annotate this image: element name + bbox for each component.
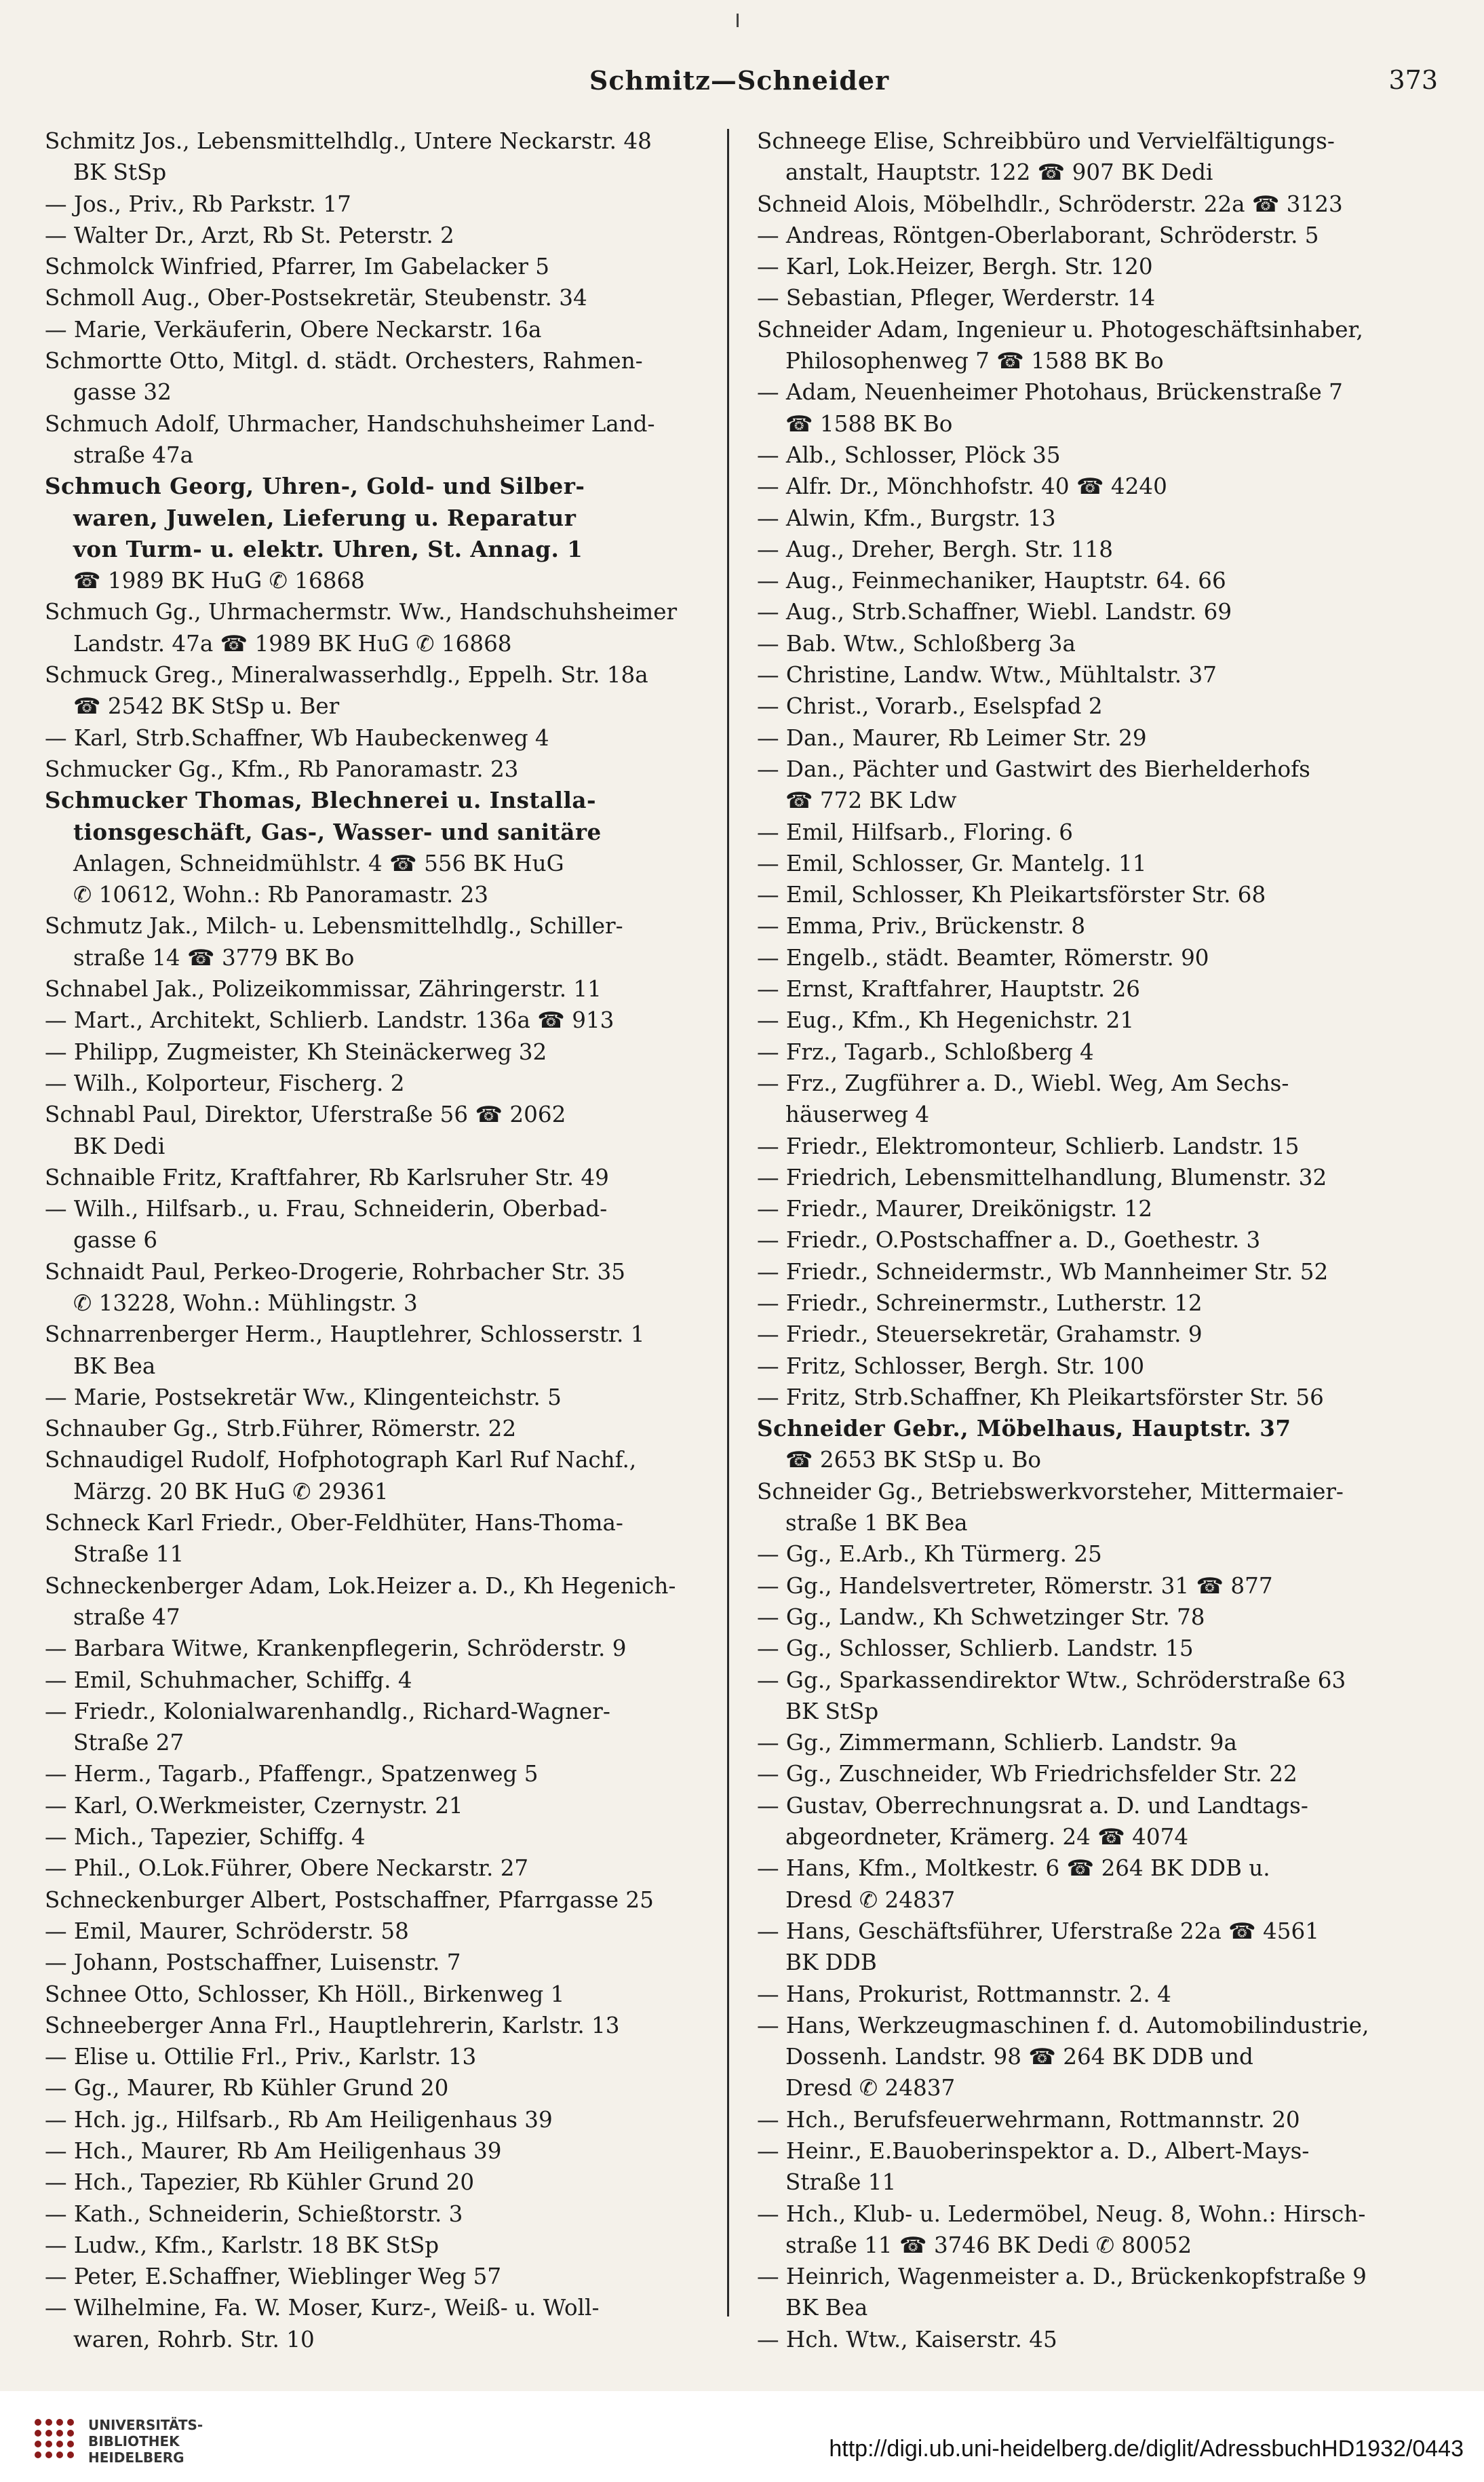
directory-entry: — Fritz, Schlosser, Bergh. Str. 100 [757, 1353, 1145, 1379]
directory-entry: — Gustav, Oberrechnungsrat a. D. und Landtags- [757, 1792, 1308, 1819]
directory-entry: Schmuch Adolf, Uhrmacher, Handschuhsheimer Land- [45, 410, 655, 437]
directory-entry: — Hans, Geschäftsführer, Uferstraße 22a ☎ 4561 [757, 1918, 1319, 1944]
directory-entry: Schneider Gg., Betriebswerkvorsteher, Mittermaier- [757, 1478, 1344, 1505]
directory-entry: Schmucker Gg., Kfm., Rb Panoramastr. 23 [45, 756, 519, 782]
directory-entry: Schneege Elise, Schreibbüro und Vervielfältigungs- [757, 128, 1335, 154]
directory-entry: Straße 11 [785, 2169, 897, 2196]
directory-entry: — Herm., Tagarb., Pfaffengr., Spatzenweg 5 [45, 1761, 539, 1787]
directory-entry: Schmuch Gg., Uhrmachermstr. Ww., Handschuhsheimer [45, 599, 678, 625]
directory-entry: — Ernst, Kraftfahrer, Hauptstr. 26 [757, 976, 1141, 1003]
directory-entry: Schnaudigel Rudolf, Hofphotograph Karl Ruf Nachf., [45, 1447, 637, 1473]
directory-entry: — Hch., Maurer, Rb Am Heiligenhaus 39 [45, 2138, 502, 2164]
directory-entry: — Dan., Pächter und Gastwirt des Bierhelderhofs [757, 756, 1310, 782]
directory-entry: — Gg., Handelsvertreter, Römerstr. 31 ☎ 877 [757, 1572, 1273, 1599]
directory-entry: — Aug., Strb.Schaffner, Wiebl. Landstr. 69 [757, 599, 1232, 625]
directory-entry: Schnabl Paul, Direktor, Uferstraße 56 ☎ 2062 [45, 1102, 566, 1128]
directory-entry: — Gg., Landw., Kh Schwetzinger Str. 78 [757, 1604, 1205, 1630]
directory-entry: — Hch., Tapezier, Rb Kühler Grund 20 [45, 2169, 475, 2196]
directory-entry: — Hch., Klub- u. Ledermöbel, Neug. 8, Wohn.: Hirsch- [757, 2200, 1366, 2227]
directory-entry: — Kath., Schneiderin, Schießtorstr. 3 [45, 2200, 463, 2227]
directory-entry: Schmuck Greg., Mineralwasserhdlg., Eppelh. Str. 18a [45, 662, 648, 689]
directory-entry: ☎ 2542 BK StSp u. Ber [73, 693, 340, 720]
directory-entry: — Gg., E.Arb., Kh Türmerg. 25 [757, 1541, 1102, 1568]
directory-entry: — Emil, Maurer, Schröderstr. 58 [45, 1918, 409, 1944]
directory-entry: Anlagen, Schneidmühlstr. 4 ☎ 556 BK HuG [73, 850, 564, 876]
source-url-link[interactable]: http://digi.ub.uni-heidelberg.de/diglit/AdressbuchHD1932/0443 [829, 2436, 1464, 2462]
page-number: 373 [1388, 65, 1438, 95]
library-name [88, 2417, 203, 2466]
directory-entry: abgeordneter, Krämerg. 24 ☎ 4074 [785, 1824, 1189, 1850]
directory-entry: — Aug., Feinmechaniker, Hauptstr. 64. 66 [757, 568, 1226, 594]
directory-entry: BK StSp [785, 1698, 879, 1724]
directory-entry: — Frz., Zugführer a. D., Wiebl. Weg, Am Sechs- [757, 1070, 1289, 1096]
directory-entry: — Peter, E.Schaffner, Wieblinger Weg 57 [45, 2264, 502, 2290]
directory-entry: — Friedr., Elektromonteur, Schlierb. Landstr. 15 [757, 1133, 1300, 1159]
directory-entry: waren, Juwelen, Lieferung u. Reparatur [73, 504, 577, 531]
directory-entry: — Emil, Schlosser, Gr. Mantelg. 11 [757, 850, 1147, 876]
library-name-line-3: HEIDELBERG [88, 2449, 184, 2466]
directory-entry: — Hans, Werkzeugmaschinen f. d. Automobilindustrie, [757, 2012, 1369, 2038]
directory-entry: BK Dedi [73, 1133, 165, 1159]
directory-entry: — Emil, Hilfsarb., Floring. 6 [757, 819, 1074, 845]
directory-entry: — Wilh., Hilfsarb., u. Frau, Schneiderin, Oberbad- [45, 1196, 608, 1222]
directory-entry: — Friedr., Schneidermstr., Wb Mannheimer Str. 52 [757, 1258, 1329, 1285]
directory-entry: Straße 11 [73, 1541, 184, 1568]
directory-entry: — Emil, Schlosser, Kh Pleikartsförster Str. 68 [757, 882, 1266, 908]
directory-entry: — Emma, Priv., Brückenstr. 8 [757, 913, 1086, 939]
directory-entry: Schnauber Gg., Strb.Führer, Römerstr. 22 [45, 1416, 517, 1442]
directory-entry: Schmuch Georg, Uhren-, Gold- und Silber- [45, 473, 585, 500]
directory-entry: ☎ 1989 BK HuG ✆ 16868 [73, 568, 365, 594]
library-logo-icon [27, 2411, 81, 2466]
directory-entry: — Heinr., E.Bauoberinspektor a. D., Albert-Mays- [757, 2138, 1310, 2164]
directory-entry: Schnabel Jak., Polizeikommissar, Zähringerstr. 11 [45, 976, 602, 1003]
directory-entry: — Karl, Strb.Schaffner, Wb Haubeckenweg 4 [45, 724, 549, 751]
directory-entry: — Emil, Schuhmacher, Schiffg. 4 [45, 1667, 412, 1693]
directory-entry: — Alwin, Kfm., Burgstr. 13 [757, 505, 1056, 531]
directory-entry: ☎ 772 BK Ldw [785, 788, 957, 814]
directory-entry: BK Bea [73, 1353, 156, 1379]
directory-entry: Schnarrenberger Herm., Hauptlehrer, Schlosserstr. 1 [45, 1321, 645, 1348]
directory-entry: — Friedr., Maurer, Dreikönigstr. 12 [757, 1196, 1153, 1222]
directory-entry: — Aug., Dreher, Bergh. Str. 118 [757, 536, 1113, 562]
directory-entry: gasse 32 [73, 379, 172, 406]
directory-entry: Schneckenburger Albert, Postschaffner, Pfarrgasse 25 [45, 1886, 654, 1913]
directory-entry: BK Bea [785, 2295, 868, 2321]
directory-entry: — Eug., Kfm., Kh Hegenichstr. 21 [757, 1007, 1135, 1034]
directory-entry: Schneck Karl Friedr., Ober-Feldhüter, Hans-Thoma- [45, 1510, 623, 1536]
directory-entry: Schmortte Otto, Mitgl. d. städt. Orchesters, Rahmen- [45, 348, 643, 374]
directory-entry: — Marie, Verkäuferin, Obere Neckarstr. 16a [45, 316, 542, 343]
directory-entry: — Sebastian, Pfleger, Werderstr. 14 [757, 285, 1156, 311]
right-column [757, 125, 1415, 2355]
directory-entry: straße 1 BK Bea [785, 1510, 968, 1536]
directory-entry: Schnaible Fritz, Kraftfahrer, Rb Karlsruher Str. 49 [45, 1164, 609, 1190]
directory-entry: Schneider Gebr., Möbelhaus, Hauptstr. 37 [757, 1415, 1291, 1442]
directory-entry: — Gg., Maurer, Rb Kühler Grund 20 [45, 2075, 449, 2101]
directory-entry: — Johann, Postschaffner, Luisenstr. 7 [45, 1950, 461, 1976]
directory-entry: Dossenh. Landstr. 98 ☎ 264 BK DDB und [785, 2044, 1253, 2070]
directory-entry: — Friedr., O.Postschaffner a. D., Goethestr. 3 [757, 1227, 1261, 1254]
library-name-line-2: BIBLIOTHEK [88, 2433, 180, 2449]
directory-entry: Dresd ✆ 24837 [785, 1886, 956, 1913]
directory-entry: straße 11 ☎ 3746 BK Dedi ✆ 80052 [785, 2232, 1192, 2258]
directory-entry: BK StSp [73, 159, 167, 186]
directory-entry: — Friedrich, Lebensmittelhandlung, Blumenstr. 32 [757, 1164, 1327, 1190]
directory-entry: von Turm- u. elektr. Uhren, St. Annag. 1 [73, 535, 583, 562]
directory-entry: — Alfr. Dr., Mönchhofstr. 40 ☎ 4240 [757, 473, 1167, 500]
directory-entry: Schneckenberger Adam, Lok.Heizer a. D., Kh Hegenich- [45, 1572, 676, 1599]
directory-entry: — Wilhelmine, Fa. W. Moser, Kurz-, Weiß- u. Woll- [45, 2295, 600, 2321]
directory-entry: ✆ 13228, Wohn.: Mühlingstr. 3 [73, 1290, 418, 1316]
directory-entry: — Philipp, Zugmeister, Kh Steinäckerweg 32 [45, 1039, 547, 1065]
directory-entry: tionsgeschäft, Gas-, Wasser- und sanitäre [73, 818, 602, 845]
directory-entry: Straße 27 [73, 1730, 184, 1756]
directory-entry: Schneeberger Anna Frl., Hauptlehrerin, Karlstr. 13 [45, 2012, 620, 2038]
directory-entry: Landstr. 47a ☎ 1989 BK HuG ✆ 16868 [73, 630, 512, 657]
directory-entry: — Gg., Zimmermann, Schlierb. Landstr. 9a [757, 1730, 1237, 1756]
directory-entry: Märzg. 20 BK HuG ✆ 29361 [73, 1478, 389, 1505]
directory-entry: — Gg., Sparkassendirektor Wtw., Schröderstraße 63 [757, 1667, 1346, 1693]
directory-entry: — Ludw., Kfm., Karlstr. 18 BK StSp [45, 2232, 440, 2258]
directory-entry: ✆ 10612, Wohn.: Rb Panoramastr. 23 [73, 882, 489, 908]
directory-entry: häuserweg 4 [785, 1102, 930, 1128]
directory-entry: — Christine, Landw. Wtw., Mühltalstr. 37 [757, 662, 1217, 689]
directory-entry: straße 47a [73, 442, 194, 468]
directory-entry: — Hans, Prokurist, Rottmannstr. 2. 4 [757, 1981, 1171, 2007]
directory-entry: — Wilh., Kolporteur, Fischerg. 2 [45, 1070, 405, 1096]
directory-entry: anstalt, Hauptstr. 122 ☎ 907 BK Dedi [785, 159, 1213, 186]
directory-entry: Schmucker Thomas, Blechnerei u. Installa- [45, 787, 596, 814]
running-title: Schmitz—Schneider [589, 65, 890, 96]
directory-entry: waren, Rohrb. Str. 10 [73, 2326, 315, 2352]
directory-entry: — Andreas, Röntgen-Oberlaborant, Schröderstr. 5 [757, 222, 1319, 248]
directory-entry: ☎ 2653 BK StSp u. Bo [785, 1447, 1042, 1473]
directory-entry: Schmutz Jak., Milch- u. Lebensmittelhdlg., Schiller- [45, 913, 623, 939]
directory-entry: — Mich., Tapezier, Schiffg. 4 [45, 1824, 366, 1850]
directory-entry: — Christ., Vorarb., Eselspfad 2 [757, 693, 1103, 720]
directory-entry: — Alb., Schlosser, Plöck 35 [757, 442, 1061, 468]
left-column [45, 125, 703, 2355]
directory-entry: Schneid Alois, Möbelhdlr., Schröderstr. 22a ☎ 3123 [757, 191, 1343, 217]
directory-entry: — Phil., O.Lok.Führer, Obere Neckarstr. 27 [45, 1855, 529, 1882]
directory-entry: — Friedr., Steuersekretär, Grahamstr. 9 [757, 1321, 1203, 1348]
directory-entry: — Walter Dr., Arzt, Rb St. Peterstr. 2 [45, 222, 454, 248]
directory-entry: — Heinrich, Wagenmeister a. D., Brückenkopfstraße 9 [757, 2264, 1367, 2290]
directory-entry: — Karl, Lok.Heizer, Bergh. Str. 120 [757, 254, 1153, 280]
directory-entry: BK DDB [785, 1950, 877, 1976]
directory-entry: straße 47 [73, 1604, 180, 1630]
directory-entry: — Frz., Tagarb., Schloßberg 4 [757, 1039, 1094, 1065]
page-header [41, 65, 1438, 106]
directory-entry: — Engelb., städt. Beamter, Römerstr. 90 [757, 944, 1209, 971]
library-name-line-1: UNIVERSITÄTS- [88, 2417, 203, 2433]
directory-entry: — Bab. Wtw., Schloßberg 3a [757, 630, 1076, 657]
directory-entry: — Gg., Schlosser, Schlierb. Landstr. 15 [757, 1635, 1194, 1662]
directory-entry: — Hch. jg., Hilfsarb., Rb Am Heiligenhaus 39 [45, 2106, 553, 2133]
directory-entry: — Barbara Witwe, Krankenpflegerin, Schröderstr. 9 [45, 1635, 627, 1662]
directory-entry: — Gg., Zuschneider, Wb Friedrichsfelder Str. 22 [757, 1761, 1297, 1787]
directory-entry: — Marie, Postsekretär Ww., Klingenteichstr. 5 [45, 1384, 562, 1410]
directory-entry: — Dan., Maurer, Rb Leimer Str. 29 [757, 724, 1147, 751]
directory-entry: Schmoll Aug., Ober-Postsekretär, Steubenstr. 34 [45, 285, 587, 311]
directory-entry: — Mart., Architekt, Schlierb. Landstr. 136a ☎ 913 [45, 1007, 614, 1034]
directory-entry: ☎ 1588 BK Bo [785, 410, 953, 437]
page-mark [737, 14, 739, 27]
directory-entry: Philosophenweg 7 ☎ 1588 BK Bo [785, 348, 1164, 374]
footer [0, 2391, 1484, 2482]
directory-entry: — Jos., Priv., Rb Parkstr. 17 [45, 191, 351, 217]
column-divider [727, 129, 729, 2316]
directory-entry: — Hch., Berufsfeuerwehrmann, Rottmannstr. 20 [757, 2106, 1300, 2133]
directory-entry: — Hans, Kfm., Moltkestr. 6 ☎ 264 BK DDB u. [757, 1855, 1270, 1882]
directory-entry: Schneider Adam, Ingenieur u. Photogeschäftsinhaber, [757, 316, 1363, 343]
directory-entry: — Karl, O.Werkmeister, Czernystr. 21 [45, 1792, 463, 1819]
directory-entry: — Fritz, Strb.Schaffner, Kh Pleikartsförster Str. 56 [757, 1384, 1324, 1410]
directory-entry: — Elise u. Ottilie Frl., Priv., Karlstr. 13 [45, 2044, 477, 2070]
directory-entry: Schmolck Winfried, Pfarrer, Im Gabelacker 5 [45, 254, 550, 280]
directory-entry: Schnee Otto, Schlosser, Kh Höll., Birkenweg 1 [45, 1981, 565, 2007]
directory-entry: straße 14 ☎ 3779 BK Bo [73, 944, 355, 971]
directory-entry: — Adam, Neuenheimer Photohaus, Brückenstraße 7 [757, 379, 1343, 406]
directory-entry: Schnaidt Paul, Perkeo-Drogerie, Rohrbacher Str. 35 [45, 1258, 626, 1285]
directory-entry: — Hch. Wtw., Kaiserstr. 45 [757, 2326, 1057, 2352]
directory-entry: gasse 6 [73, 1227, 158, 1254]
directory-entry: Dresd ✆ 24837 [785, 2075, 956, 2101]
directory-entry: — Friedr., Schreinermstr., Lutherstr. 12 [757, 1290, 1203, 1316]
directory-entry: — Friedr., Kolonialwarenhandlg., Richard-Wagner- [45, 1698, 610, 1724]
directory-entry: Schmitz Jos., Lebensmittelhdlg., Untere Neckarstr. 48 [45, 128, 652, 154]
